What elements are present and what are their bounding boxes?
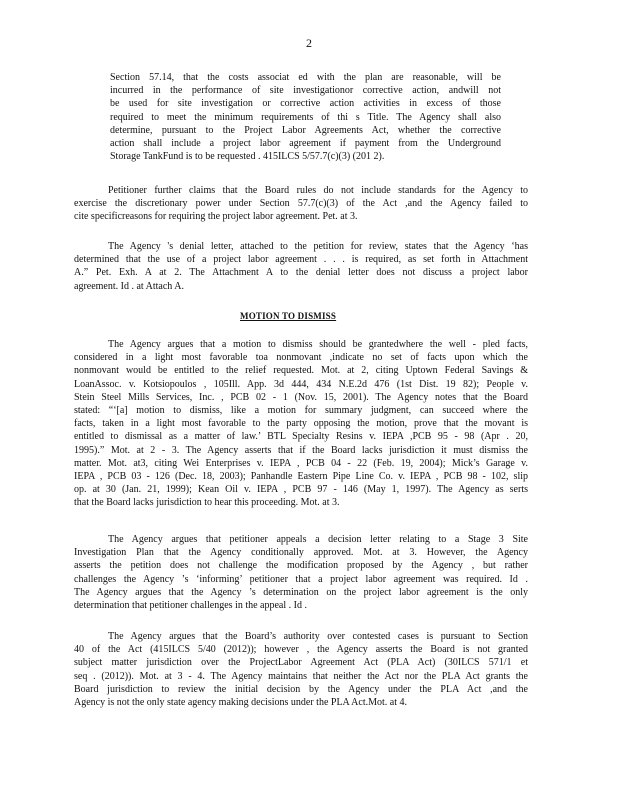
paragraph-line: entitled to dismissal as a matter of law.’ BTL Specialty Resins v. IEPA ,PCB 95 - 98 (Apr . 20, <box>74 431 528 443</box>
paragraph-line: be used for site investigation or corrective action activities in excess of those <box>110 98 501 110</box>
paragraph-line: A.” Pet. Exh. A at 2. The Attachment A to the denial letter does not discuss a project labor <box>74 267 528 279</box>
paragraph-line: Section 57.14, that the costs associat ed with the plan are reasonable, will be <box>110 72 501 83</box>
paragraph-denial-letter <box>74 240 528 293</box>
paragraph-line: that the Board lacks jurisdiction to hear this proceeding. Mot. at 3. <box>74 497 340 509</box>
paragraph-line: cite specificreasons for requiring the project labor agreement. Pet. at 3. <box>74 211 358 223</box>
paragraph-line: Investigation Plan that the Agency conditionally approved. Mot. at 3. However, the Agency <box>74 547 528 559</box>
paragraph-line: Stein Steel Mills Services, Inc. , PCB 02 - 1 (Nov. 15, 2001). The Agency notes that the Board <box>74 391 528 403</box>
paragraph-line: The Agency argues that a motion to dismiss should be grantedwhere the well - pled facts, <box>108 339 528 350</box>
paragraph-stage-3-appeal <box>74 533 528 612</box>
paragraph-line: agreement. Id . at Attach A. <box>74 280 184 292</box>
paragraph-line: required to meet the minimum requirements of thi s Title. The Agency shall also <box>110 111 501 123</box>
paragraph-motion-standard <box>74 338 528 510</box>
paragraph-line: exercise the discretionary power under Section 57.7(c)(3) of the Act ,and the Agency failed to <box>74 198 528 210</box>
paragraph-line: stated: “‘[a] motion to dismiss, like a motion for summary judgment, can succeed where the <box>74 405 528 417</box>
paragraph-line: 1995).” Mot. at 2 - 3. The Agency asserts that if the Board lacks jurisdiction it must dismiss the <box>74 444 528 456</box>
paragraph-line: considered in a light most favorable toa nonmovant ,indicate no set of facts upon which the <box>74 352 528 364</box>
paragraph-line: determination that petitioner challenges in the appeal . Id . <box>74 600 307 612</box>
paragraph-line: challenges the Agency ’s ‘informing’ petitioner that a project labor agreement was required. Id . <box>74 573 528 585</box>
paragraph-line: seq . (2012)). Mot. at 3 - 4. The Agency maintains that neither the Act nor the PLA Act grants the <box>74 670 528 682</box>
paragraph-line: The Agency argues that the Board’s authority over contested cases is pursuant to Section <box>108 631 528 642</box>
paragraph-line: matter. Mot. at3, citing Wei Enterprises v. IEPA , PCB 04 - 22 (Feb. 19, 2004); Mick’s Garage v. <box>74 457 528 469</box>
paragraph-line: Storage TankFund is to be requested . 415ILCS 5/57.7(c)(3) (201 2). <box>110 151 385 163</box>
paragraph-section-57-14 <box>110 71 501 163</box>
paragraph-line: determine, pursuant to the Project Labor Agreements Act, whether the corrective <box>110 124 501 136</box>
paragraph-line: LoanAssoc. v. Kotsiopoulos , 105Ill. App. 3d 444, 434 N.E.2d 476 (1st Dist. 19 82); People v. <box>74 378 528 390</box>
paragraph-board-authority <box>74 630 528 709</box>
paragraph-line: determined that the use of a project labor agreement . . . is required, as set forth in Attachment <box>74 254 528 266</box>
paragraph-line: Agency is not the only state agency making decisions under the PLA Act.Mot. at 4. <box>74 697 407 709</box>
paragraph-line: Board jurisdiction to review the initial decision by the Agency under the PLA Act ,and the <box>74 683 528 695</box>
paragraph-line: nonmovant would be entitled to the relief requested. Mot. at 2, citing Uptown Federal Savings & <box>74 365 528 377</box>
paragraph-line: asserts the petition does not challenge the modification proposed by the Agency , but rather <box>74 560 528 572</box>
paragraph-line: op. at 30 (Jan. 21, 1999); Kean Oil v. IEPA , PCB 97 - 146 (May 1, 1997). The Agency as serts <box>74 484 528 496</box>
paragraph-line: action shall include a project labor agreement if payment from the Underground <box>110 138 501 150</box>
paragraph-line: Petitioner further claims that the Board rules do not include standards for the Agency to <box>108 185 528 196</box>
paragraph-line: facts, taken in a light most favorable to the party opposing the motion, prove that the movant is <box>74 418 528 430</box>
paragraph-line: The Agency argues that petitioner appeals a decision letter relating to a Stage 3 Site <box>108 534 528 545</box>
paragraph-petitioner-claims <box>74 184 528 224</box>
paragraph-line: 40 of the Act (415ILCS 5/40 (2012)); however , the Agency asserts the Board is not granted <box>74 644 528 656</box>
paragraph-line: IEPA , PCB 03 - 126 (Dec. 18, 2003); Panhandle Eastern Pipe Line Co. v. IEPA , PCB 98 - 102, slip <box>74 471 528 483</box>
paragraph-line: The Agency 's denial letter, attached to the petition for review, states that the Agency ‘has <box>108 241 528 252</box>
section-heading: MOTION TO DISMISS <box>240 311 337 321</box>
paragraph-line: subject matter jurisdiction over the ProjectLabor Agreement Act (PLA Act) (30ILCS 571/1 et <box>74 657 528 669</box>
paragraph-line: incurred in the performance of site investigationor corrective action, andwill not <box>110 85 501 97</box>
page-number: 2 <box>306 36 312 50</box>
paragraph-line: The Agency argues that the Agency ’s determination on the project labor agreement is the only <box>74 586 528 598</box>
